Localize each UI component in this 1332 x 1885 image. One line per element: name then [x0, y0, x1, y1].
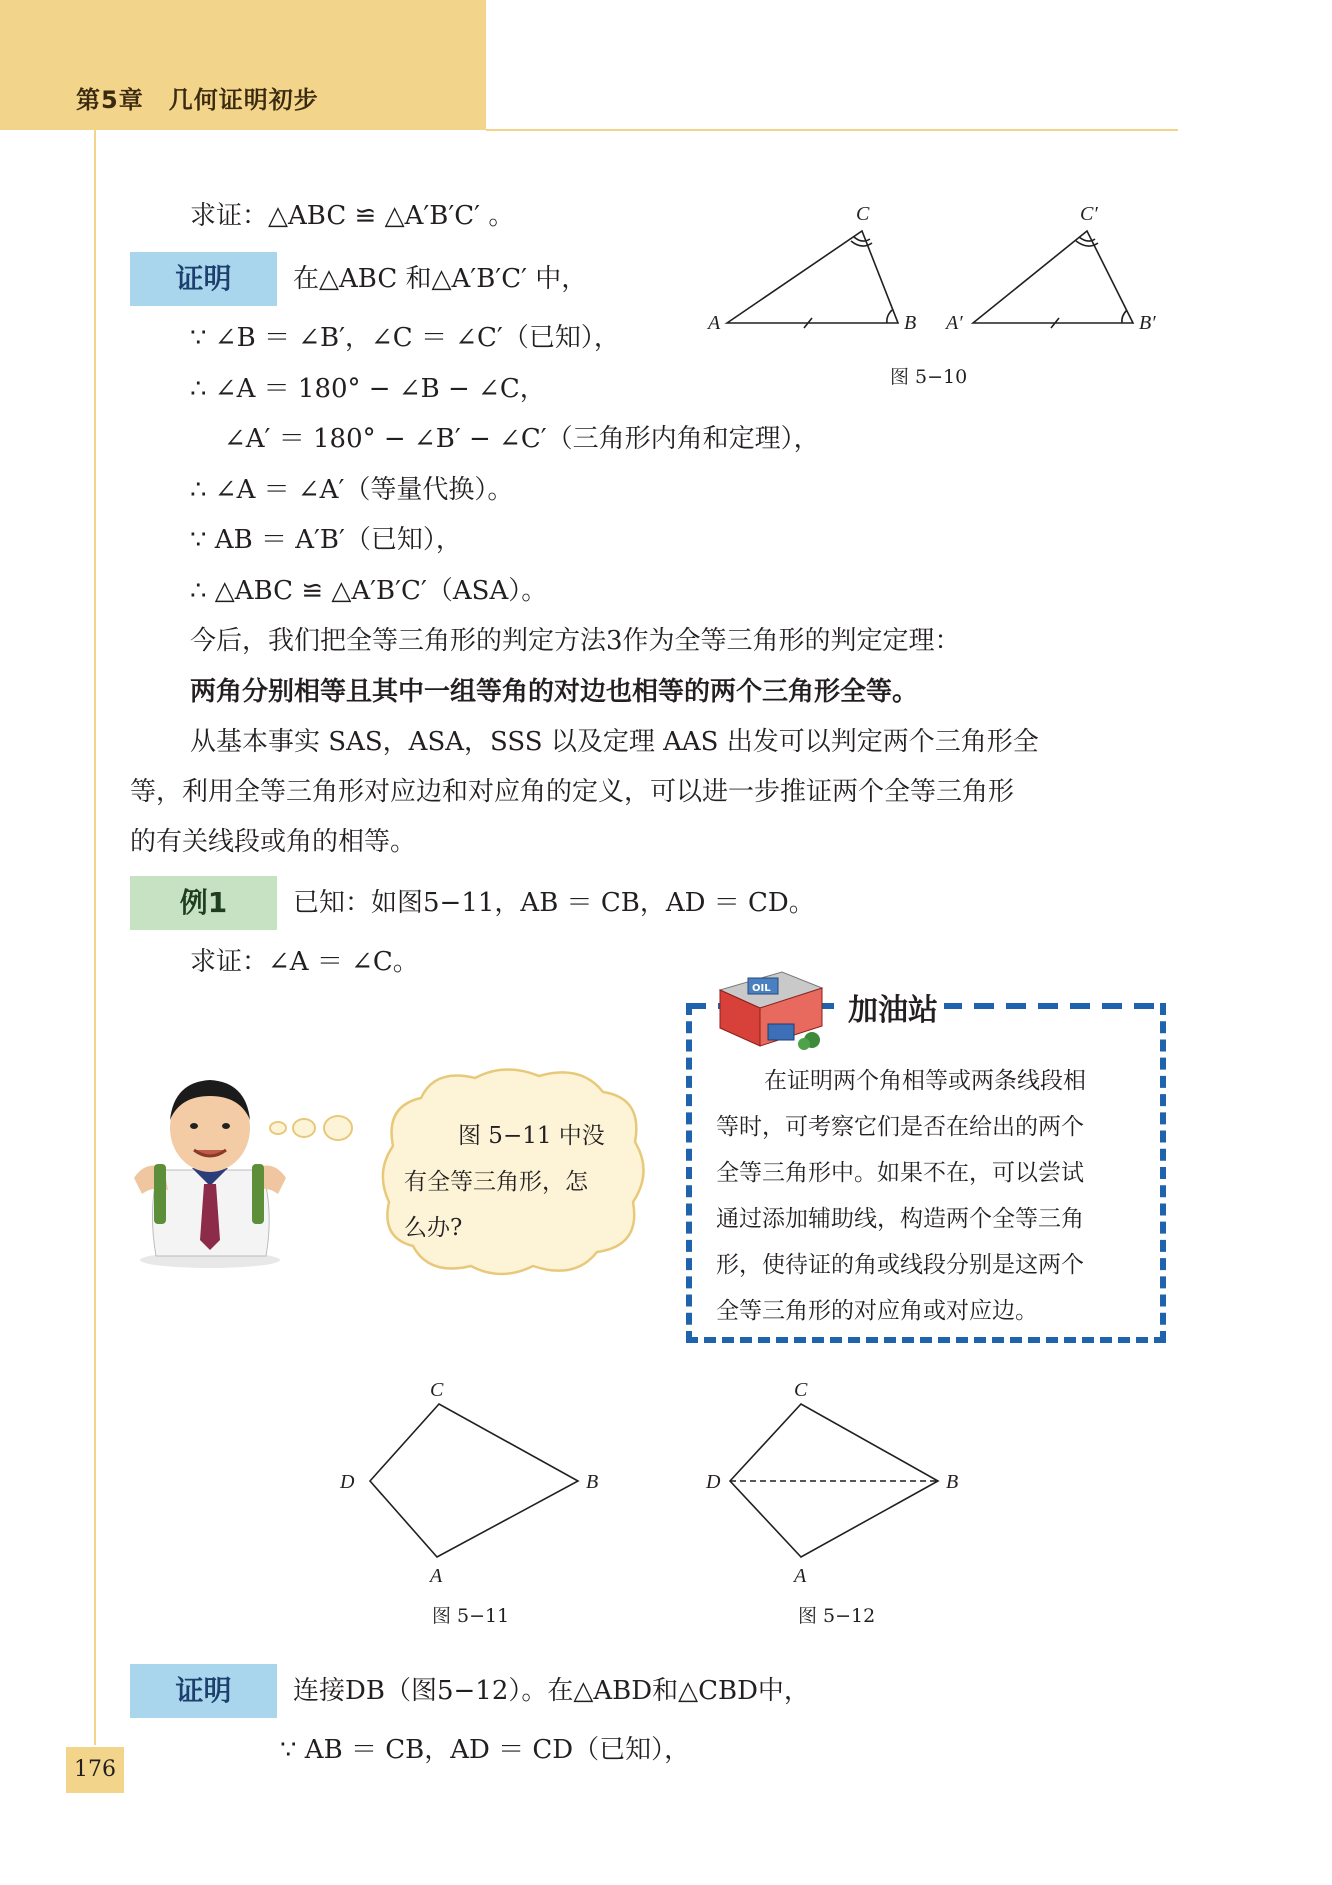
cloud-line-2: 有全等三角形，怎: [404, 1169, 588, 1195]
gas-text-line-4: 通过添加辅助线，构造两个全等三角: [716, 1206, 1084, 1232]
gas-text-line-2: 等时，可考察它们是否在给出的两个: [716, 1114, 1084, 1140]
proof-line-6: ∵ AB ＝ A′B′（已知），: [190, 525, 462, 555]
proof2-line-1: 连接DB（图5−12）。在△ABD和△CBD中，: [293, 1676, 810, 1706]
angle-mark-b: [887, 310, 892, 323]
label-d: D: [340, 1471, 355, 1493]
theorem-aas: 两角分别相等且其中一组等角的对边也相等的两个三角形全等。: [190, 677, 919, 707]
angle-mark-b2: [1122, 310, 1127, 323]
proof-label-2: 证明: [130, 1664, 277, 1718]
chapter-title: 第5章 几何证明初步: [76, 86, 319, 114]
gas-text-line-6: 全等三角形的对应角或对应边。: [716, 1298, 1038, 1324]
page-number: 176: [66, 1747, 124, 1793]
header-rule: [486, 129, 1178, 131]
proof2-line-2: ∵ AB ＝ CB，AD ＝ CD（已知），: [280, 1735, 691, 1765]
angle-mark-c2: [1079, 237, 1095, 241]
caption-5-10: 图 5−10: [890, 366, 968, 388]
gas-station-title: 加油站: [842, 985, 944, 1029]
gas-text-line-1: 在证明两个角相等或两条线段相: [764, 1068, 1086, 1094]
angle-mark-c: [854, 237, 870, 241]
triangle-abc: [727, 231, 898, 323]
proof-line-3: ∴ ∠A ＝ 180° − ∠B − ∠C，: [190, 374, 546, 404]
label-c: C: [430, 1379, 444, 1401]
paragraph-line-3: 的有关线段或角的相等。: [130, 827, 417, 857]
proof-line-7: ∴ △ABC ≌ △A′B′C′（ASA）。: [190, 576, 548, 606]
margin-rule: [94, 130, 96, 1745]
proof-line-5: ∴ ∠A ＝ ∠A′（等量代换）。: [190, 475, 514, 505]
paragraph-line-1: 从基本事实 SAS，ASA，SSS 以及定理 AAS 出发可以判定两个三角形全: [190, 727, 1039, 757]
label-d: D: [706, 1471, 721, 1493]
thought-dots: [268, 1108, 376, 1148]
caption-5-11: 图 5−11: [432, 1605, 510, 1627]
triangle-a2b2c2: [973, 231, 1133, 323]
gas-text-line-3: 全等三角形中。如果不在，可以尝试: [716, 1160, 1084, 1186]
prove-statement: 求证：△ABC ≌ △A′B′C′ 。: [190, 201, 515, 231]
label-b: B: [586, 1471, 599, 1493]
label-a: A: [708, 312, 721, 334]
label-a: A: [794, 1565, 807, 1587]
cloud-line-1: 图 5−11 中没: [458, 1123, 605, 1149]
svg-text:OIL: OIL: [752, 983, 771, 994]
caption-5-12: 图 5−12: [798, 1605, 876, 1627]
label-a: A: [430, 1565, 443, 1587]
student-illustration: [128, 1060, 298, 1270]
label-a-prime: A′: [946, 312, 963, 334]
gas-station-icon: [712, 966, 830, 1052]
paragraph-theorem-intro: 今后，我们把全等三角形的判定方法3作为全等三角形的判定定理：: [190, 626, 961, 656]
figure-5-11: [330, 1378, 610, 1588]
proof-line-4: ∠A′ ＝ 180° − ∠B′ − ∠C′（三角形内角和定理），: [224, 424, 820, 454]
quadrilateral-abcd: [370, 1404, 578, 1557]
label-c: C: [794, 1379, 808, 1401]
angle-mark-c2-2: [1076, 241, 1098, 246]
angle-mark-c-2: [851, 241, 872, 246]
paragraph-line-2: 等，利用全等三角形对应边和对应角的定义，可以进一步推证两个全等三角形: [130, 777, 1015, 807]
label-c-prime: C′: [1080, 203, 1098, 225]
cloud-line-3: 么办?: [404, 1215, 463, 1241]
example-prove: 求证：∠A ＝ ∠C。: [190, 947, 419, 977]
gas-text-line-5: 形，使待证的角或线段分别是这两个: [716, 1252, 1084, 1278]
figure-5-10: [700, 200, 1180, 350]
label-b: B: [946, 1471, 959, 1493]
proof-line-1: 在△ABC 和△A′B′C′ 中，: [293, 264, 588, 294]
label-c: C: [856, 203, 870, 225]
proof-label: 证明: [130, 252, 277, 306]
label-b-prime: B′: [1139, 312, 1156, 334]
label-b: B: [904, 312, 917, 334]
example-given: 已知：如图5−11，AB ＝ CB，AD ＝ CD。: [293, 888, 815, 918]
figure-5-12: [700, 1378, 980, 1588]
example-label: 例1: [130, 876, 277, 930]
proof-line-2: ∵ ∠B ＝ ∠B′，∠C ＝ ∠C′（已知），: [190, 323, 620, 353]
